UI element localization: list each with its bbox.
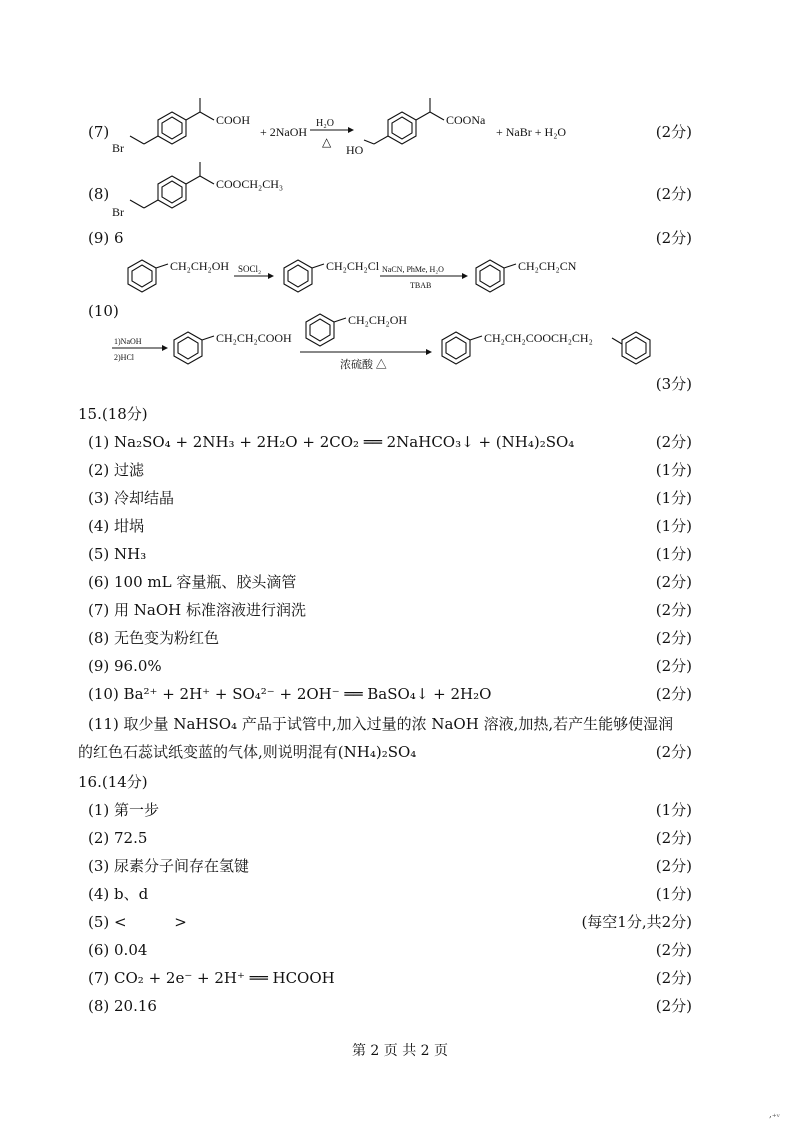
q14-10-number: (10) <box>88 302 119 320</box>
route-reagent-alcohol: CH₂CH₂OH <box>348 313 408 327</box>
s15-item-text: (5) NH₃ <box>88 545 147 563</box>
page-footer: 第 2 页 共 2 页 <box>351 1043 449 1059</box>
condition-bottom: △ <box>322 135 332 149</box>
q14-10-route-row1 <box>110 250 710 300</box>
s15-item-points: (2分) <box>655 657 692 675</box>
q14-8-number: (8) <box>88 185 110 203</box>
q14-8-structure <box>110 158 370 222</box>
route-c3: CH₂CH₂CN <box>518 259 577 273</box>
s15-item-text: (6) 100 mL 容量瓶、胶头滴管 <box>88 573 297 591</box>
s15-item-points: (2分) <box>655 685 692 703</box>
s15-item-points: (1分) <box>655 461 692 479</box>
s15-item <box>0 568 800 596</box>
route-r3-bottom: 2)HCl <box>114 353 134 362</box>
s16-header-row <box>0 768 800 796</box>
s15-item-text: (1) Na₂SO₄ + 2NH₃ + 2H₂O + 2CO₂ ══ 2NaHCO₃↓ + (NH₄)₂SO₄ <box>88 433 575 451</box>
s15-item-points: (1分) <box>655 545 692 563</box>
s15-item-text: (8) 无色变为粉红色 <box>88 629 220 647</box>
reactant-benzene-ring <box>130 98 214 144</box>
q14-7-number: (7) <box>88 123 110 141</box>
route-r4-bottom: 浓硫酸 △ <box>340 359 387 371</box>
s15-q11-line2-row <box>0 738 800 766</box>
s15-item <box>0 596 800 624</box>
s15-item <box>0 484 800 512</box>
s16-item <box>0 964 800 992</box>
reactant-group: COOH <box>216 113 251 127</box>
s15-item-text: (10) Ba²⁺ + 2H⁺ + SO₄²⁻ + 2OH⁻ ══ BaSO₄↓ + 2H₂O <box>88 685 492 703</box>
s15-q11-line1: (11) 取少量 NaHSO₄ 产品于试管中,加入过量的浓 NaOH 溶液,加热,若产生能够使湿润 <box>88 715 674 733</box>
s15-item-points: (2分) <box>655 629 692 647</box>
s15-item-text: (3) 冷却结晶 <box>88 489 175 507</box>
s15-item <box>0 512 800 540</box>
s16-item <box>0 880 800 908</box>
s16-item-points: (1分) <box>655 885 692 903</box>
q14-10-route-row2 <box>110 310 710 374</box>
s16-item-points: (每空1分,共2分) <box>581 913 692 931</box>
product-group: COONa <box>446 113 486 127</box>
s16-item-text: (3) 尿素分子间存在氢键 <box>88 857 250 875</box>
route-c2: CH₂CH₂Cl <box>326 259 380 273</box>
s15-item <box>0 428 800 456</box>
route-r3-top: 1)NaOH <box>114 337 142 346</box>
s16-item-points: (1分) <box>655 801 692 819</box>
q14-9-text: (9) 6 <box>88 229 124 247</box>
q8-sub: Br <box>112 205 124 219</box>
q14-8-points: (2分) <box>655 185 692 203</box>
condition-top: H₂O <box>316 118 334 129</box>
s15-item <box>0 680 800 708</box>
s15-item-points: (2分) <box>655 601 692 619</box>
s15-item <box>0 624 800 652</box>
s16-item-text: (7) CO₂ + 2e⁻ + 2H⁺ ══ HCOOH <box>88 969 335 987</box>
s16-item <box>0 824 800 852</box>
q14-9-row <box>0 224 800 252</box>
q14-8-row <box>0 177 800 219</box>
s16-item <box>0 992 800 1020</box>
route-r1: SOCl₂ <box>238 264 262 274</box>
q14-7-row <box>0 113 800 157</box>
product-sub: HO <box>346 143 364 157</box>
route-c4: CH₂CH₂COOH <box>216 331 292 345</box>
q14-9-points: (2分) <box>655 229 692 247</box>
s15-item-text: (7) 用 NaOH 标准溶液进行润洗 <box>88 601 306 619</box>
q14-10-points: (3分) <box>655 375 692 393</box>
s16-item-text: (1) 第一步 <box>88 801 160 819</box>
s15-item <box>0 540 800 568</box>
route-r2-top: NaCN, PhMe, H₂O <box>382 265 444 274</box>
s15-item-text: (4) 坩埚 <box>88 517 145 535</box>
q14-7-points: (2分) <box>655 123 692 141</box>
s15-header: 15.(18分) <box>78 405 148 423</box>
s15-item-points: (1分) <box>655 517 692 535</box>
s16-item <box>0 908 800 936</box>
s16-item-points: (2分) <box>655 969 692 987</box>
route-c1: CH₂CH₂OH <box>170 259 230 273</box>
s15-item-points: (2分) <box>655 573 692 591</box>
byproducts: + NaBr + H₂O <box>496 125 567 139</box>
s15-item <box>0 652 800 680</box>
s15-q11-points: (2分) <box>655 743 692 761</box>
s16-item <box>0 852 800 880</box>
s15-item-points: (2分) <box>655 433 692 451</box>
s15-q11-line2: 的红色石蕊试纸变蓝的气体,则说明混有(NH₄)₂SO₄ <box>78 743 417 761</box>
s15-item-points: (1分) <box>655 489 692 507</box>
s16-item-text: (5) < > <box>88 913 187 931</box>
s16-item-text: (6) 0.04 <box>88 941 148 959</box>
s16-item-points: (2分) <box>655 997 692 1015</box>
s16-item-points: (2分) <box>655 941 692 959</box>
s16-item <box>0 796 800 824</box>
s16-item-text: (4) b、d <box>88 885 149 903</box>
s15-item <box>0 456 800 484</box>
q14-10-points-row <box>0 370 800 398</box>
s16-item-points: (2分) <box>655 829 692 847</box>
reactant-sub: Br <box>112 141 124 155</box>
reagent: + 2NaOH <box>260 125 308 139</box>
s15-item-text: (9) 96.0% <box>88 657 162 675</box>
s15-q11-line1-row <box>0 710 800 738</box>
s16-item <box>0 936 800 964</box>
route-r2-bottom: TBAB <box>410 281 432 290</box>
s16-item-text: (2) 72.5 <box>88 829 148 847</box>
s15-header-row <box>0 400 800 428</box>
product-benzene-ring <box>364 98 444 144</box>
s16-header: 16.(14分) <box>78 773 148 791</box>
s15-item-text: (2) 过滤 <box>88 461 145 479</box>
s16-item-text: (8) 20.16 <box>88 997 157 1015</box>
s16-item-points: (2分) <box>655 857 692 875</box>
route-c5: CH₂CH₂COOCH₂CH₂ <box>484 331 593 345</box>
q8-group: COOCH₂CH₃ <box>216 177 284 191</box>
corner-mark: ,₊ᵥ <box>769 1110 780 1120</box>
